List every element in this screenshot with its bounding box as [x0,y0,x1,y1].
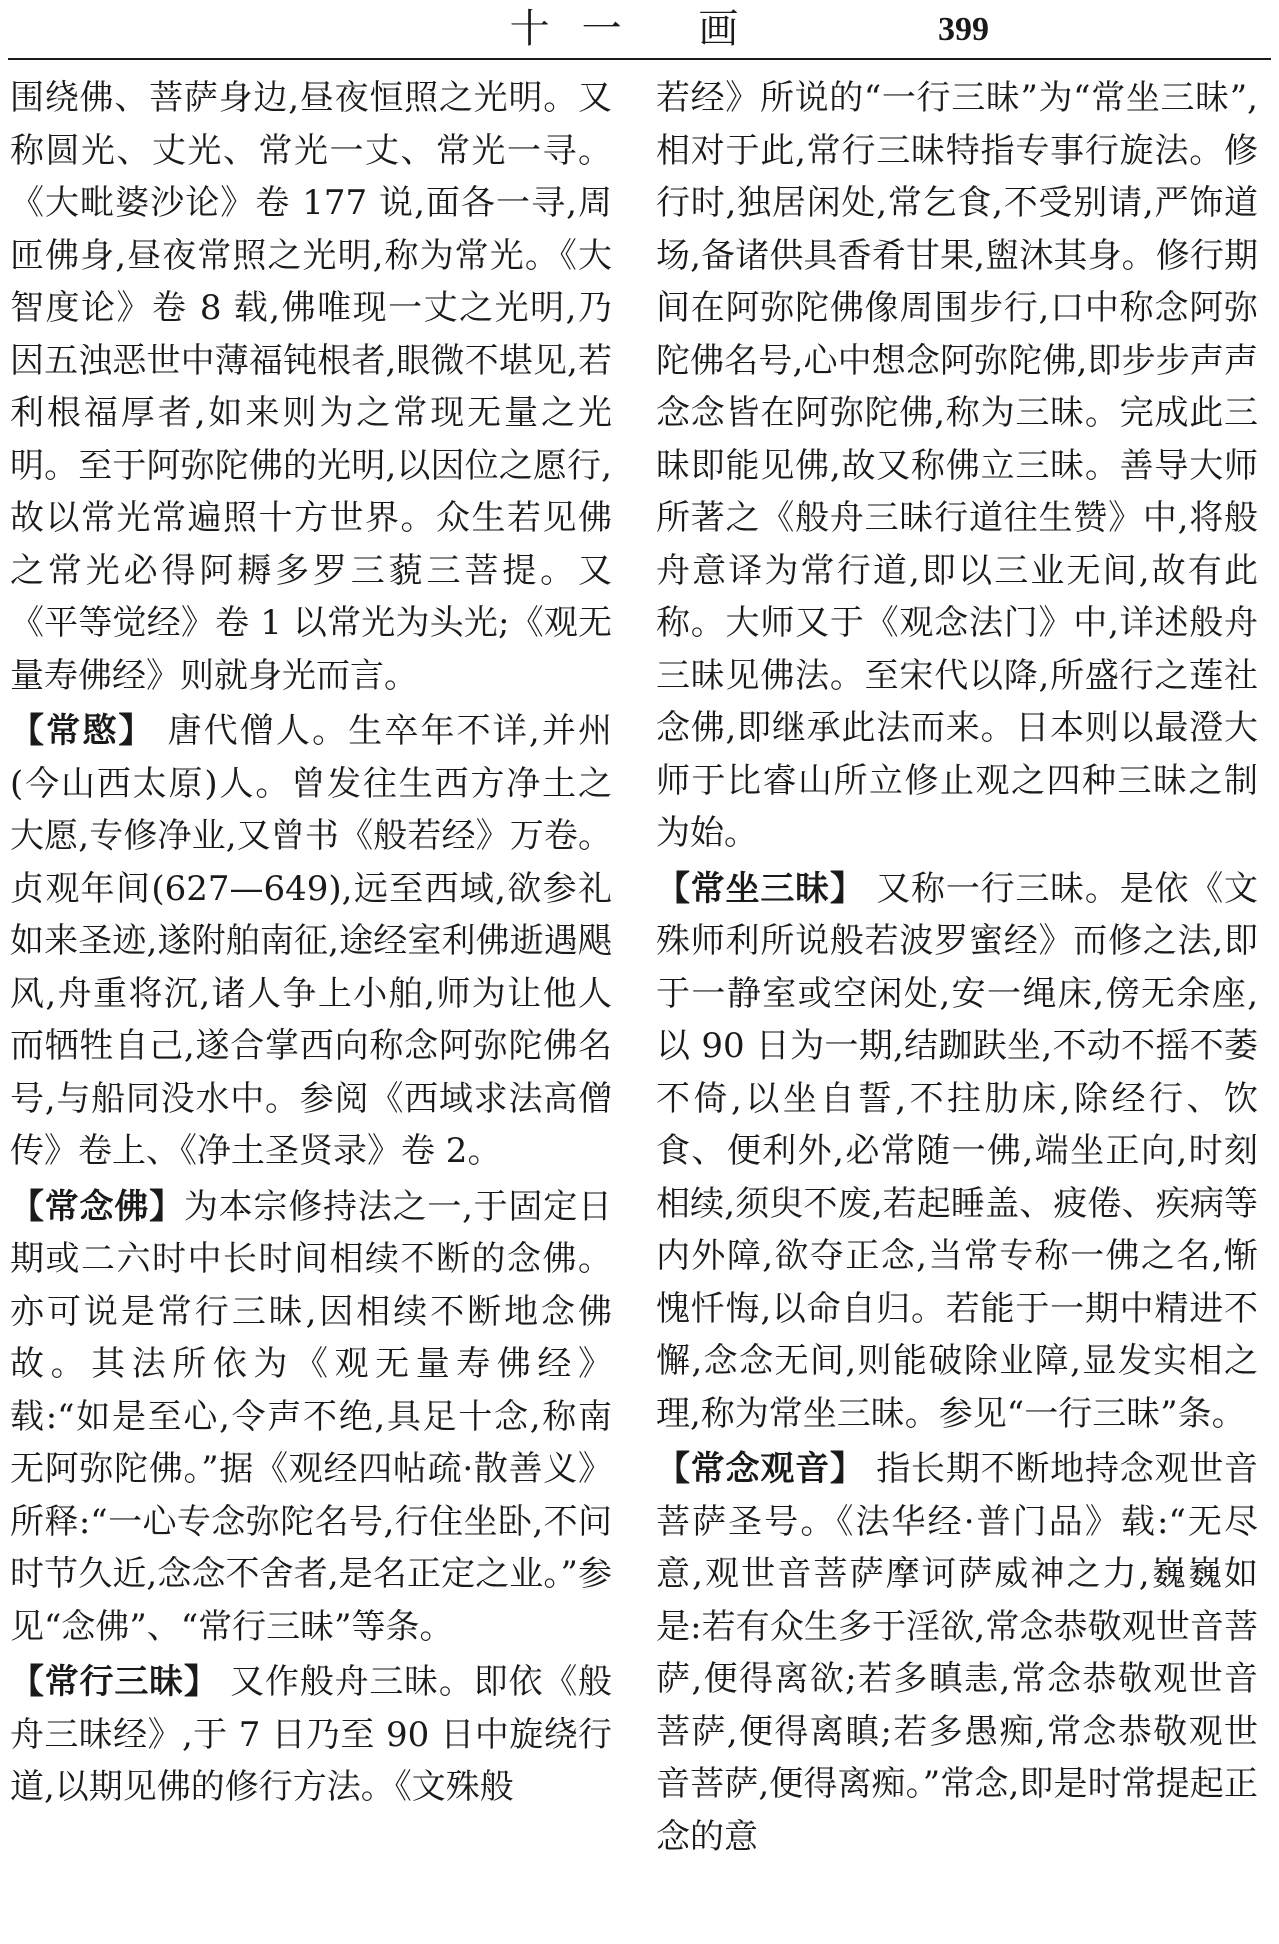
entry-text: 为本宗修持法之一,于固定日期或二六时中长时间相续不断的念佛。亦可说是常行三昧,因相续不断地念佛故。其法所依为《观无量寿佛经》载:“如是至心,令声不绝,具足十念,称南无阿弥陀佛。”据《观经四帖疏·散善义》所释:“一心专念弥陀名号,行住坐卧,不问时节久近,念念不舍者,是名正定之业。”参见“念佛”、“常行三昧”等条。 [10,1186,613,1647]
entry-headword: 常念观音 [690,1449,830,1489]
right-column [656,72,1258,1866]
entry-text: 指长期不断地持念观世音菩萨圣号。《法华经·普门品》载:“无尽意,观世音菩萨摩诃萨威神之力,巍巍如是:若有众生多于淫欲,常念恭敬观世音菩萨,便得离欲;若多瞋恚,常念恭敬观世音菩萨,便得离瞋;若多愚痴,常念恭敬观世音菩萨,便得离痴。”常念,即是时常提起正念的意 [656,1449,1259,1857]
entry-changnianguanyin: 【常念观音】 指长期不断地持念观世音菩萨圣号。《法华经·普门品》载:“无尽意,观世音菩萨摩诃萨威神之力,巍巍如是:若有众生多于淫欲,常念恭敬观世音菩萨,便得离欲;若多瞋恚,常念恭敬观世音菩萨,便得离瞋;若多愚痴,常念恭敬观世音菩萨,便得离痴。”常念,即是时常提起正念的意 [656,1449,1259,1857]
section-title: 十一 画 [509,6,771,52]
page-header [0,0,1279,60]
entry-headword: 常愍 [46,711,119,751]
entry-changxingsanmei: 【常行三昧】 又作般舟三昧。即依《般舟三昧经》,于 7 日乃至 90 日中旋绕行道,以期见佛的修行方法。《文殊般 [10,1662,613,1807]
entry-changnianfo: 【常念佛】为本宗修持法之一,于固定日期或二六时中长时间相续不断的念佛。亦可说是常行三昧,因相续不断地念佛故。其法所依为《观无量寿佛经》载:“如是至心,令声不绝,具足十念,称南无阿弥陀佛。”据《观经四帖疏·散善义》所释:“一心专念弥陀名号,行住坐卧,不问时节久近,念念不舍者,是名正定之业。”参见“念佛”、“常行三昧”等条。 [10,1186,613,1647]
header-rule [8,58,1271,60]
entry-headword: 常行三昧 [44,1662,184,1702]
entry-headword: 常念佛 [44,1186,150,1227]
entry-changzuosanmei: 【常坐三昧】 又称一行三昧。是依《文殊师利所说般若波罗蜜经》而修之法,即于一静室或空闲处,安一绳床,傍无余座,以 90 日为一期,结跏趺坐,不动不摇不萎不倚,以坐自誓,不拄肋床,除经行、饮食、便利外,必常随一佛,端坐正向,时刻相续,须臾不废,若起睡盖、疲倦、疾病等内外障,欲夺正念,当常专称一佛之名,惭愧忏悔,以命自归。若能于一期中精进不懈,念念无间,则能破除业障,显发实相之理,称为常坐三昧。参见“一行三昧”条。 [656,868,1259,1434]
continuation-text: 围绕佛、菩萨身边,昼夜恒照之光明。又称圆光、丈光、常光一丈、常光一寻。《大毗婆沙论》卷 177 说,面各一寻,周匝佛身,昼夜常照之光明,称为常光。《大智度论》卷 8 载,佛唯现一丈之光明,乃因五浊恶世中薄福钝根者,眼微不堪见,若利根福厚者,如来则为之常现无量之光明。至于阿弥陀佛的光明,以因位之愿行,故以常光常遍照十方世界。众生若见佛之常光必得阿耨多罗三藐三菩提。又《平等觉经》卷 1 以常光为头光;《观无量寿佛经》则就身光而言。 [10,78,612,696]
page-number: 399 [938,11,989,48]
entry-changmin: 【常愍】 唐代僧人。生卒年不详,并州(今山西太原)人。曾发往生西方净土之大愿,专修净业,又曾书《般若经》万卷。贞观年间(627—649),远至西域,欲参礼如来圣迹,遂附舶南征,途经室利佛逝遇飓风,舟重将沉,诸人争上小舶,师为让他人而牺牲自己,遂合掌西向称念阿弥陀佛名号,与船同没水中。参阅《西域求法高僧传》卷上、《净土圣贤录》卷 2。 [10,711,612,1171]
left-column [10,72,612,1817]
entry-text: 唐代僧人。生卒年不详,并州(今山西太原)人。曾发往生西方净土之大愿,专修净业,又曾书《般若经》万卷。贞观年间(627—649),远至西域,欲参礼如来圣迹,遂附舶南征,途经室利佛逝遇飓风,舟重将沉,诸人争上小舶,师为让他人而牺牲自己,遂合掌西向称念阿弥陀佛名号,与船同没水中。参阅《西域求法高僧传》卷上、《净土圣贤录》卷 2。 [10,711,612,1171]
entry-text: 又作般舟三昧。即依《般舟三昧经》,于 7 日乃至 90 日中旋绕行道,以期见佛的修行方法。《文殊般 [10,1662,613,1807]
entry-headword: 常坐三昧 [690,868,830,909]
continuation-text: 若经》所说的“一行三昧”为“常坐三昧”,相对于此,常行三昧特指专事行旋法。修行时,独居闲处,常乞食,不受别请,严饰道场,备诸供具香肴甘果,盥沐其身。修行期间在阿弥陀佛像周围步行,口中称念阿弥陀佛名号,心中想念阿弥陀佛,即步步声声念念皆在阿弥陀佛,称为三昧。完成此三昧即能见佛,故又称佛立三昧。善导大师所著之《般舟三昧行道往生赞》中,将般舟意译为常行道,即以三业无间,故有此称。大师又于《观念法门》中,详述般舟三昧见佛法。至宋代以降,所盛行之莲社念佛,即继承此法而来。日本则以最澄大师于比睿山所立修止观之四种三昧之制为始。 [656,78,1258,853]
entry-text: 又称一行三昧。是依《文殊师利所说般若波罗蜜经》而修之法,即于一静室或空闲处,安一绳床,傍无余座,以 90 日为一期,结跏趺坐,不动不摇不萎不倚,以坐自誓,不拄肋床,除经行、饮食、便利外,必常随一佛,端坐正向,时刻相续,须臾不废,若起睡盖、疲倦、疾病等内外障,欲夺正念,当常专称一佛之名,惭愧忏悔,以命自归。若能于一期中精进不懈,念念无间,则能破除业障,显发实相之理,称为常坐三昧。参见“一行三昧”条。 [656,868,1259,1434]
